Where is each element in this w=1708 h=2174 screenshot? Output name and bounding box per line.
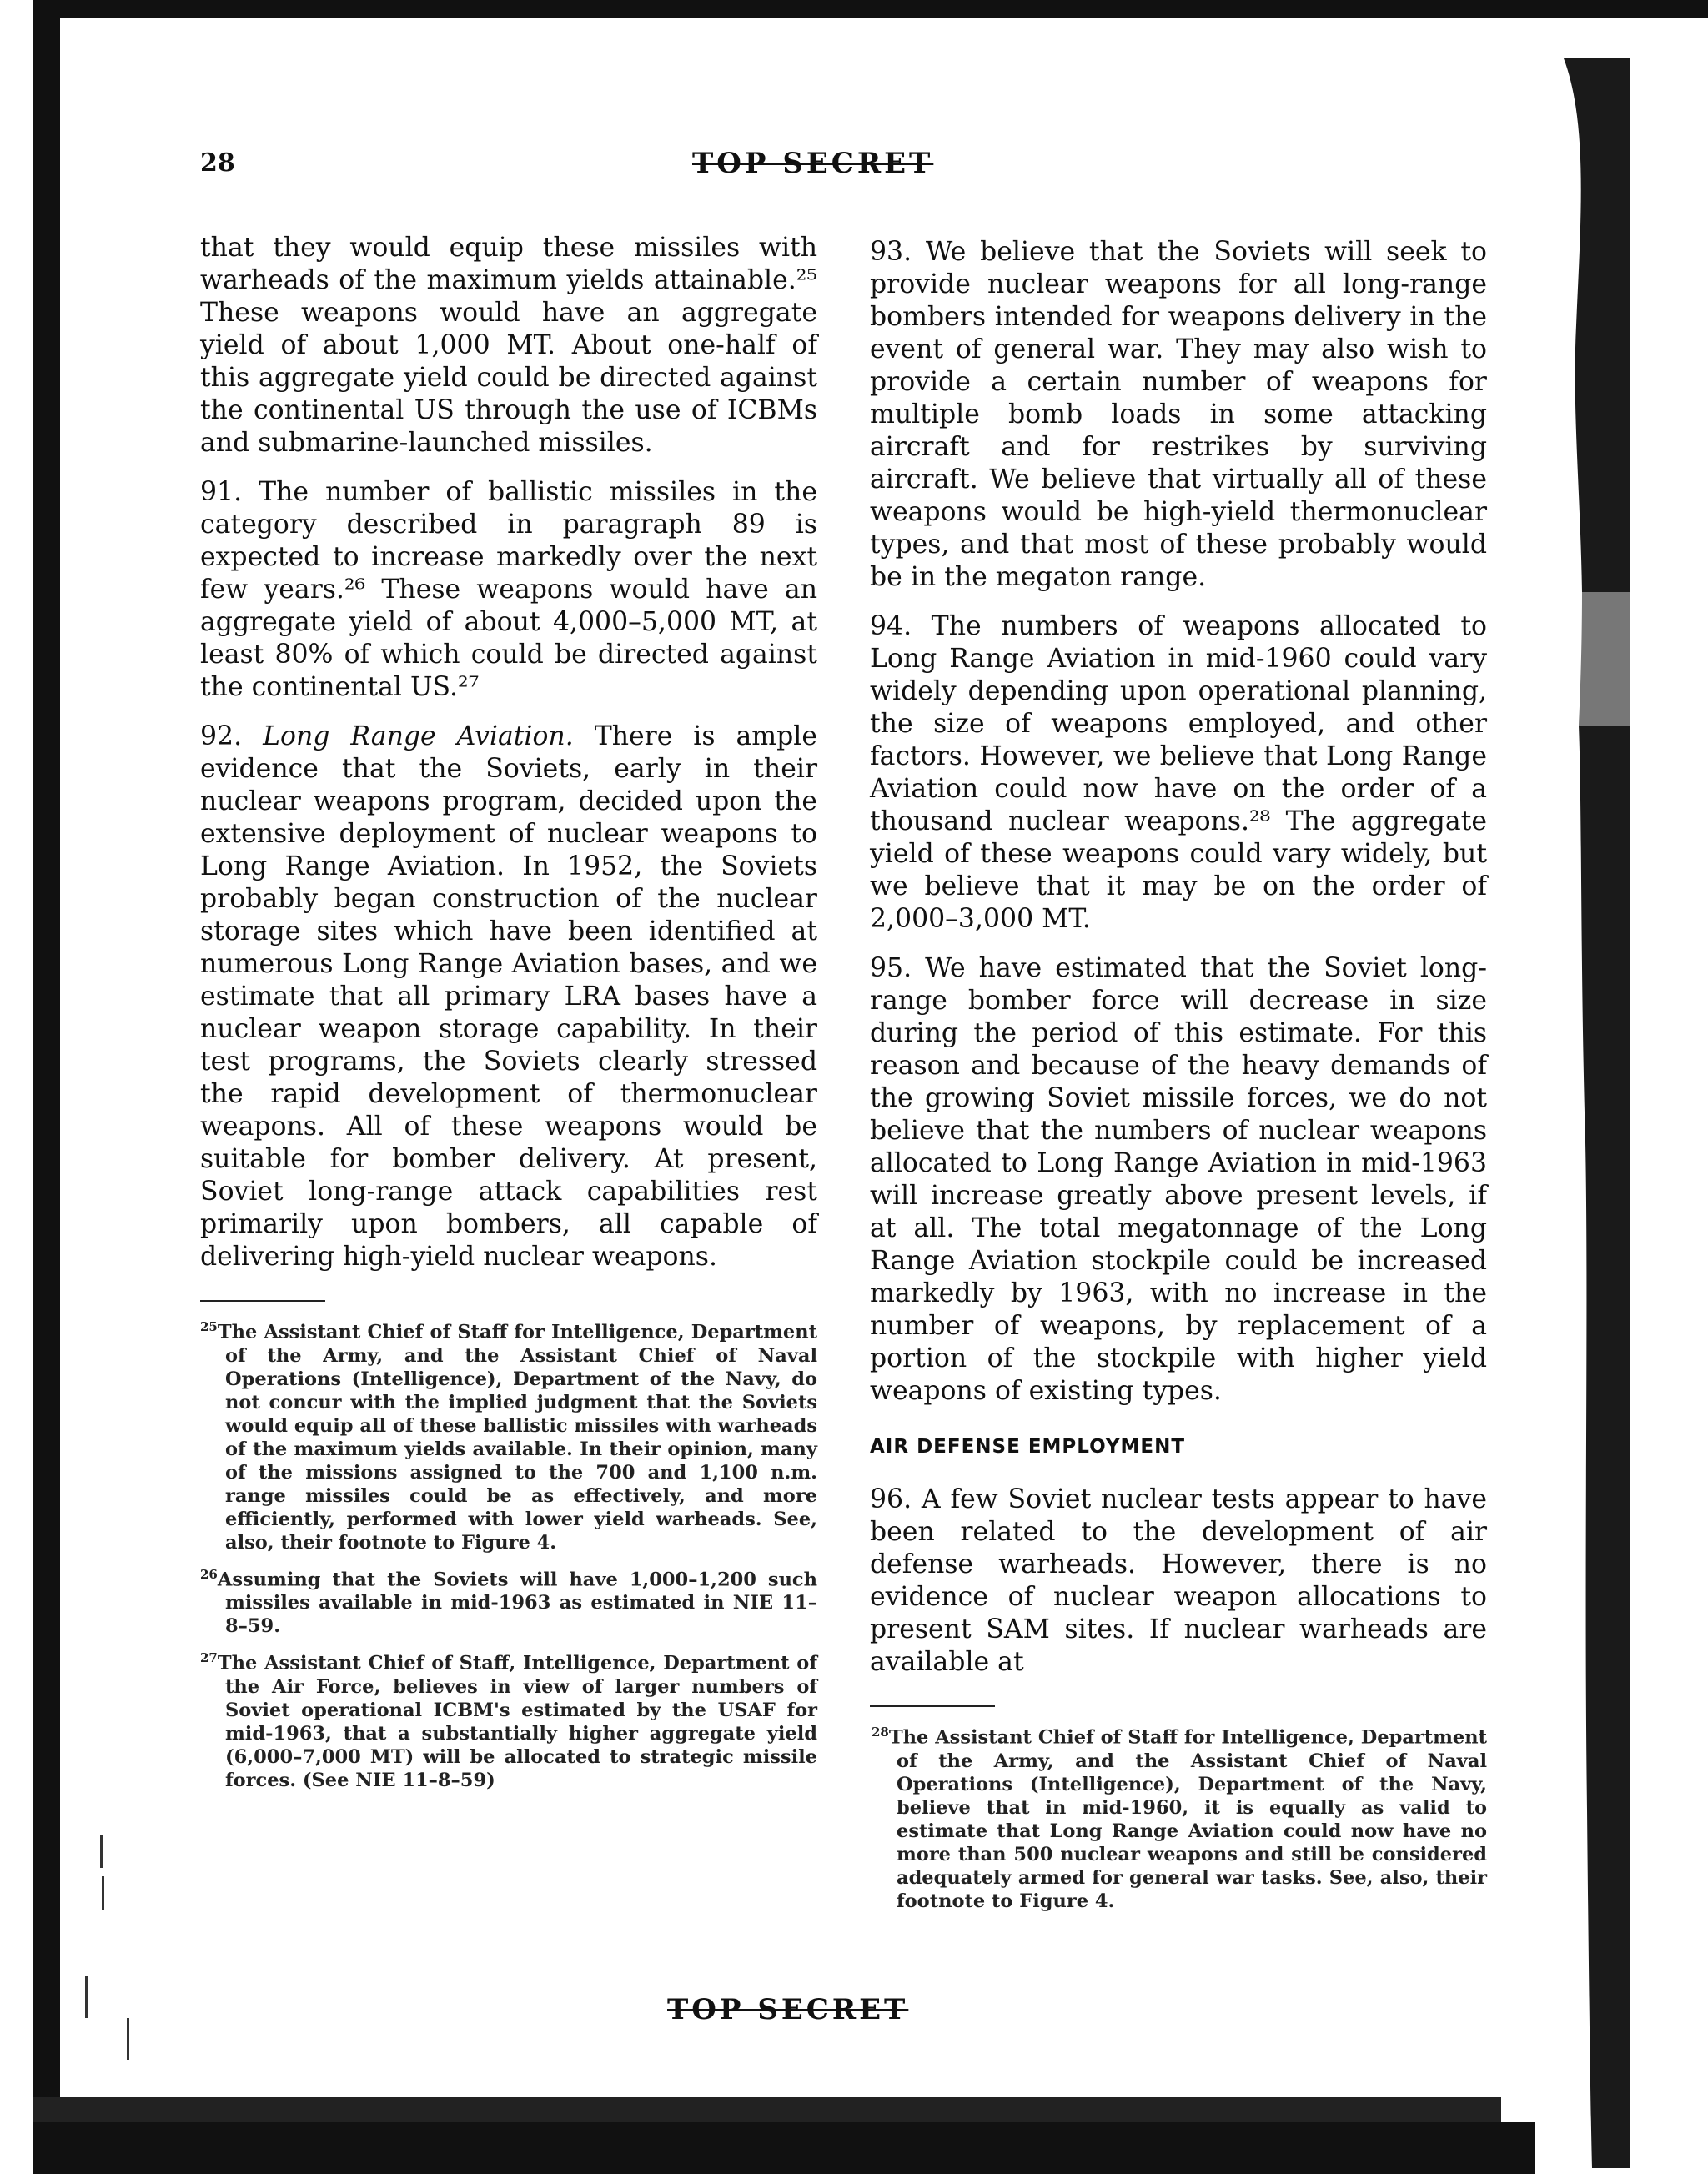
scan-border-bottom: [33, 2122, 1535, 2174]
paragraph-90-continued: that they would equip these missiles with warheads of the maximum yields attainable.²⁵ These weapons would have an aggregate yield of about 1,000 MT. About one-half of this aggregate yield could be directed against the continental US through the use of ICBMs and submarine-launched missiles.: [200, 233, 817, 458]
footnote-26: $^{26}$Assuming that the Soviets will have 1,000–1,200 such missiles available in mid-1963 as estimated in NIE 11–8–59.: [200, 1566, 817, 1637]
section-heading: AIR DEFENSE EMPLOYMENT: [870, 1436, 1186, 1458]
scan-artifact: [102, 1876, 104, 1910]
paragraph-93: 93. We believe that the Soviets will seek to provide nuclear weapons for all long-range bombers intended for weapons delivery in the event of general war. They may also wish to provide a certain number of weapons for multiple bomb loads in some attacking aircraft and for restrikes by surviving aircraft. We believe that virtually all of these weapons would be high-yield thermonuclear types, and that most of these probably would be in the megaton range.: [870, 237, 1487, 592]
paragraph-95: 95. We have estimated that the Soviet long-range bomber force will decrease in size during the period of this estimate. For this reason and because of the heavy demands of the growing Soviet missile forces, we do not believe that the numbers of nuclear weapons allocated to Long Range Aviation in mid-1963 will increase greatly above present levels, if at all. The total megatonnage of the Long Range Aviation stockpile could be increased markedly by 1963, with no increase in the number of weapons, by replacement of a portion of the stockpile with higher yield weapons of existing types.: [870, 953, 1487, 1406]
paragraph-94: 94. The numbers of weapons allocated to Long Range Aviation in mid-1960 could vary widely depending upon operational planning, the size of weapons employed, and other factors. However, we believe that Long Range Aviation could now have on the order of a thousand nuclear weapons.²⁸ The aggregate yield of these weapons could vary widely, but we believe that it may be on the order of 2,000–3,000 MT.: [870, 611, 1487, 934]
scan-artifact: [85, 1976, 88, 2018]
footnote-divider-right: [870, 1705, 995, 1707]
scan-border-left: [33, 0, 60, 2135]
classification-footer: TOP SECRET: [667, 1993, 909, 2026]
footnote-27: $^{27}$The Assistant Chief of Staff, Intelligence, Department of the Air Force, believes in view of larger numbers of Soviet operational ICBM's estimated by the USAF for mid-1963, that a substantially higher aggregate yield (6,000–7,000 MT) will be allocated to strategic missile forces. (See NIE 11–8–59): [200, 1650, 817, 1791]
scan-artifact: [100, 1835, 103, 1868]
classification-header: TOP SECRET: [692, 147, 934, 180]
footnote-divider: [200, 1300, 325, 1302]
page-number: 28: [200, 148, 235, 178]
left-column: [200, 232, 817, 1800]
paragraph-92-title: Long Range Aviation.: [263, 721, 574, 751]
scan-border-bottom-inner: [33, 2097, 1501, 2126]
paragraph-92: 92. Long Range Aviation. There is ample evidence that the Soviets, early in their nuclear weapons program, decided upon the extensive deployment of nuclear weapons to Long Range Aviation. In 1952, the Soviets probably began construction of the nuclear storage sites which have been identified at numerous Long Range Aviation bases, and we estimate that all primary LRA bases have a nuclear weapon storage capability. In their test programs, the Soviets clearly stressed the rapid development of thermonuclear weapons. All of these weapons would be suitable for bomber delivery. At present, Soviet long-range attack capabilities rest primarily upon bombers, all capable of delivering high-yield nuclear weapons.: [200, 721, 818, 1272]
footnote-25: $^{25}$The Assistant Chief of Staff for Intelligence, Department of the Army, and the Assistant Chief of Naval Operations (Intelligence), Department of the Navy, do not concur with the implied judgment that the Soviets would equip all of these ballistic missiles with warheads of the maximum yields available. In their opinion, many of the missions assigned to the 700 and 1,100 n.m. range missiles could be as effectively, and more efficiently, performed with lower yield warheads. See, also, their footnote to Figure 4.: [200, 1319, 817, 1554]
scan-artifact: [127, 2018, 129, 2060]
right-column: [870, 236, 1487, 1921]
footnote-28: $^{28}$The Assistant Chief of Staff for Intelligence, Department of the Army, and the Assistant Chief of Naval Operations (Intelligence), Department of the Navy, believe that in mid-1960, it is equally as valid to estimate that Long Range Aviation could now have no more than 500 nuclear weapons and still be considered adequately armed for general war tasks. See, also, their footnote to Figure 4.: [872, 1725, 1487, 1912]
page-binding-shadow: [1530, 58, 1630, 2168]
paragraph-91: 91. The number of ballistic missiles in the category described in paragraph 89 is expected to increase markedly over the next few years.²⁶ These weapons would have an aggregate yield of about 4,000–5,000 MT, at least 80% of which could be directed against the continental US.²⁷: [200, 477, 817, 702]
paragraph-96: 96. A few Soviet nuclear tests appear to have been related to the development of air defense warheads. However, there is no evidence of nuclear weapon allocations to present SAM sites. If nuclear warheads are available at: [870, 1484, 1487, 1677]
scan-border-top: [33, 0, 1708, 18]
